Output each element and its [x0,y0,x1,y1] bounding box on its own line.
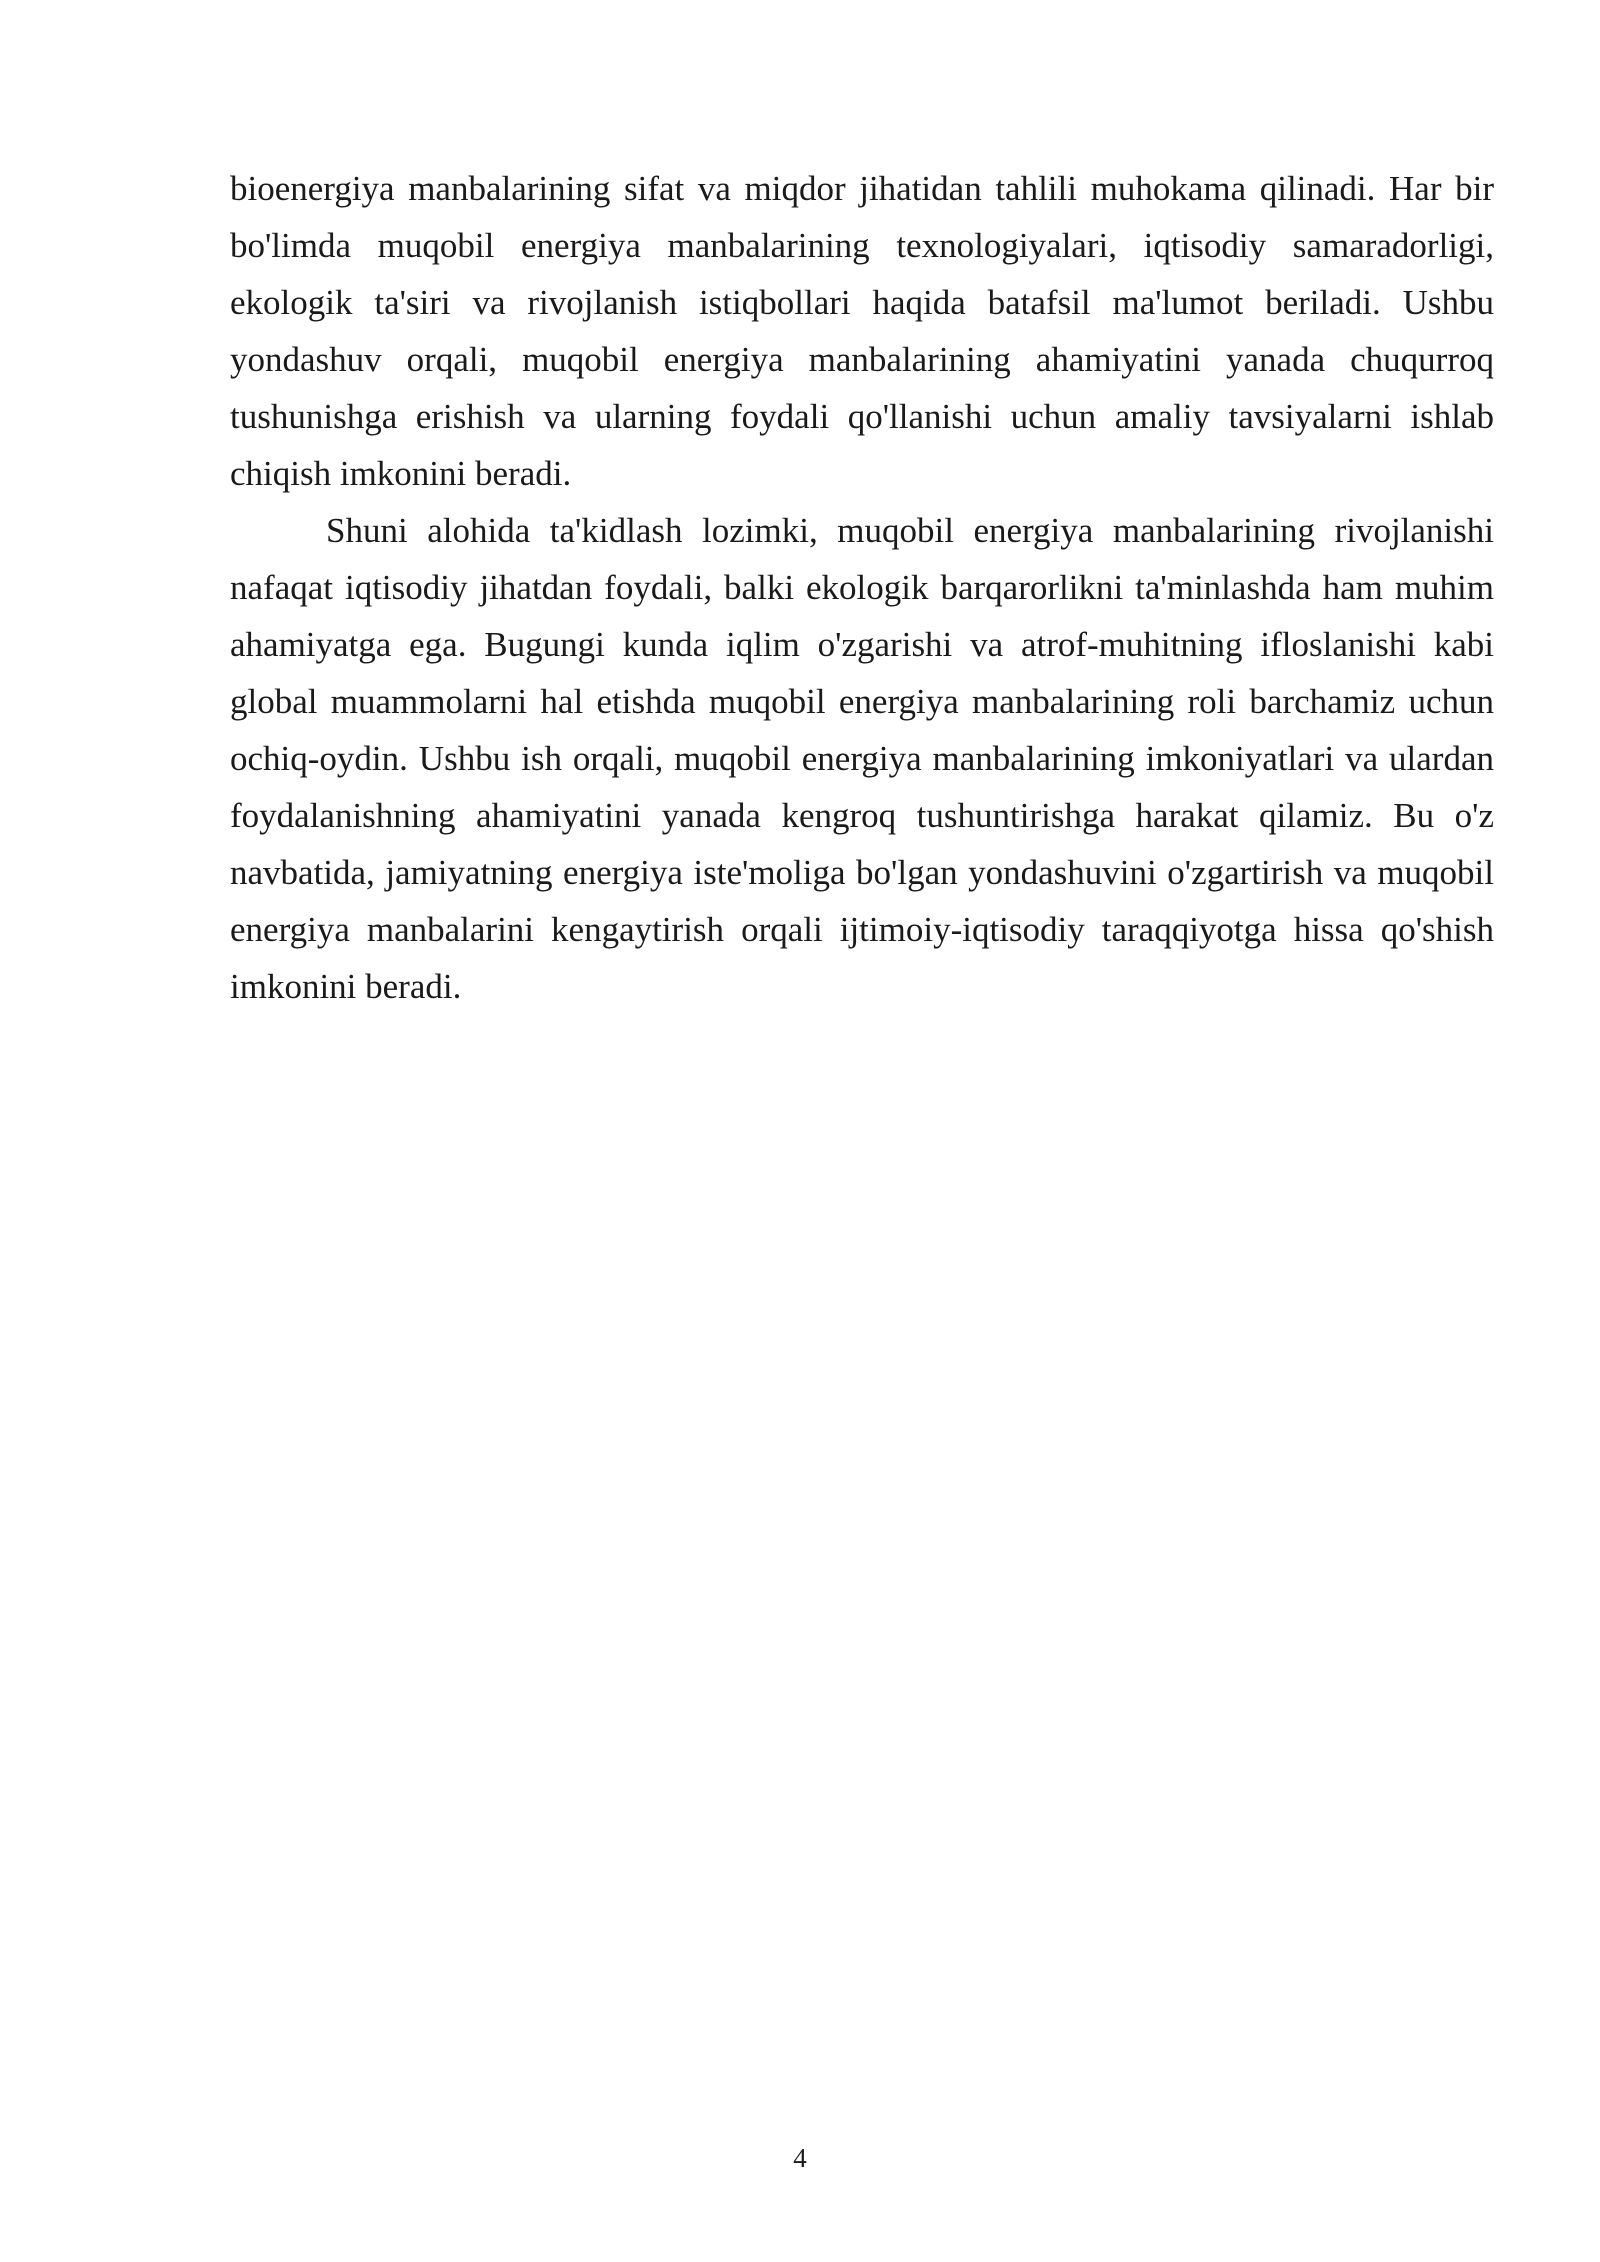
paragraph-continued: bioenergiya manbalarining sifat va miqdor jihatidan tahlili muhokama qilinadi. Har bir bo'limda muqobil energiya manbalarining texnologiyalari, iqtisodiy samaradorligi, ekologik ta'siri va rivojlanish istiqbollari haqida batafsil ma'lumot beriladi. Ushbu yondashuv orqali, muqobil energiya manbalarining ahamiyatini yanada chuqurroq tushunishga erishish va ularning foydali qo'llanishi uchun amaliy tavsiyalarni ishlab chiqish imkonini beradi. [230,169,1494,493]
body-text [230,160,1494,1015]
paragraph: Shuni alohida ta'kidlash lozimki, muqobil energiya manbalarining rivojlanishi nafaqat iqtisodiy jihatdan foydali, balki ekologik barqarorlikni ta'minlashda ham muhim ahamiyatga ega. Bugungi kunda iqlim o'zgarishi va atrof-muhitning ifloslanishi kabi global muammolarni hal etishda muqobil energiya manbalarining roli barchamiz uchun ochiq-oydin. Ushbu ish orqali, muqobil energiya manbalarining imkoniyatlari va ulardan foydalanishning ahamiyatini yanada kengroq tushuntirishga harakat qilamiz. Bu o'z navbatida, jamiyatning energiya iste'moliga bo'lgan yondashuvini o'zgartirish va muqobil energiya manbalarini kengaytirish orqali ijtimoiy-iqtisodiy taraqqiyotga hissa qo'shish imkonini beradi. [230,511,1494,1006]
page-number: 4 [793,2143,807,2173]
